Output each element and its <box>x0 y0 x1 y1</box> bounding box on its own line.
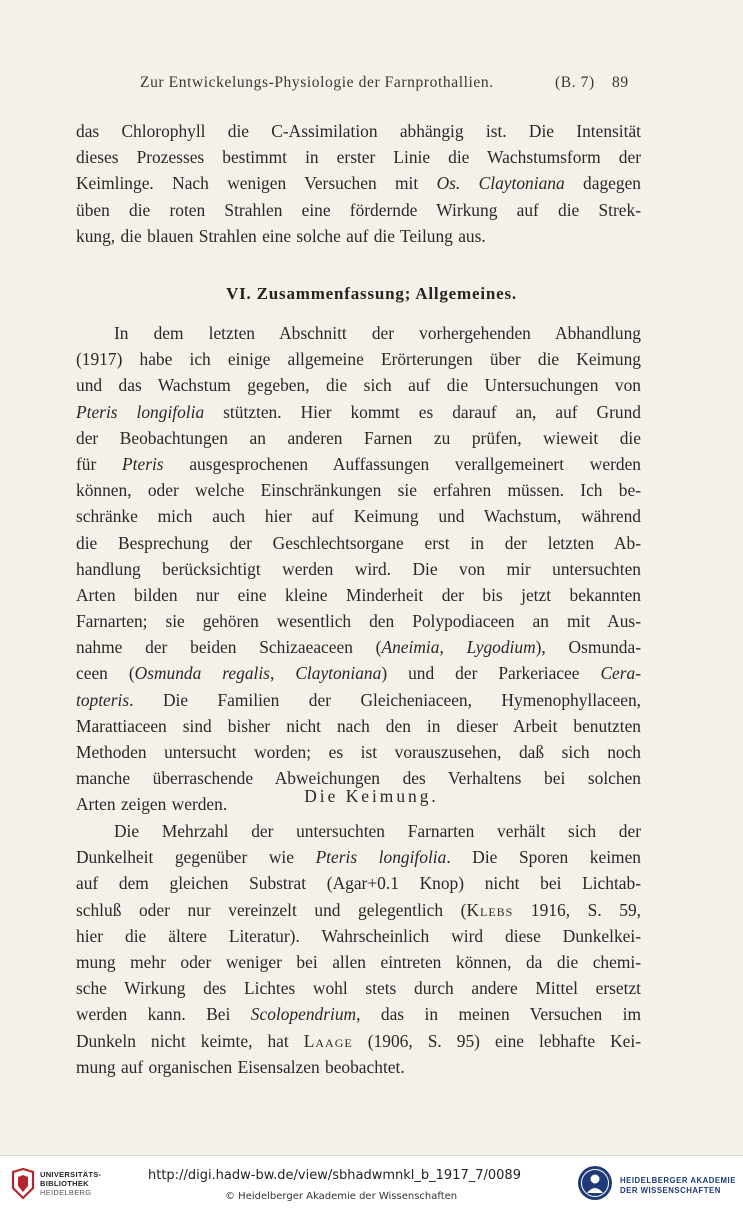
text-segment: das Chlorophyll die C-Assimilation abhängig ist. Die Intensität <box>76 121 641 141</box>
text-line <box>76 425 641 451</box>
page-number: 89 <box>612 74 629 91</box>
text-segment: dieses Prozesses bestimmt in erster Linie die Wachstumsform der <box>76 147 641 168</box>
text-line <box>76 949 641 975</box>
text-segment: Arten zeigen werden. <box>76 794 228 815</box>
text-line <box>76 634 641 660</box>
text-segment: die Besprechung der Geschlechtsorgane erst in der letzten Ab- <box>76 532 641 553</box>
academy-logo-line-2: DER WISSENSCHAFTEN <box>620 1186 721 1195</box>
species-name: Pteris longifolia <box>315 847 447 868</box>
text-line <box>76 1001 641 1027</box>
text-line <box>76 118 641 144</box>
text-segment: (1917) habe ich einige allgemeine Erörterungen über die Keimung <box>76 349 641 370</box>
text-line <box>76 451 641 477</box>
text-segment: üben die roten Strahlen eine fördernde Wirkung auf die Strek- <box>76 199 641 220</box>
running-head-title: Zur Entwickelungs-Physiologie der Farnprothallien. <box>140 74 494 91</box>
text-segment: nahme der beiden Schizaeaceen ( <box>76 637 382 658</box>
species-name: topteris <box>76 689 130 710</box>
text-segment: Dunkelheit gegenüber wie <box>76 847 316 868</box>
text-line <box>76 870 641 896</box>
text-line <box>76 844 641 870</box>
text-segment: Marattiaceen sind bisher nicht nach den in dieser Arbeit benutzten <box>76 715 641 736</box>
text-line <box>76 897 641 923</box>
text-segment: 1916, S. 59, <box>513 899 641 920</box>
text-segment: für <box>76 453 123 474</box>
sub-heading: Die Keimung. <box>304 786 439 806</box>
text-segment: , <box>269 663 296 684</box>
text-line <box>76 739 641 765</box>
text-line <box>76 399 641 425</box>
text-segment: kung, die blauen Strahlen eine solche auf die Teilung aus. <box>76 225 486 246</box>
text-line <box>76 477 641 503</box>
university-library-logo[interactable] <box>10 1166 130 1202</box>
text-line <box>76 1028 641 1054</box>
text-line <box>76 713 641 739</box>
text-segment: werden kann. Bei <box>76 1004 251 1025</box>
copyright-notice: © Heidelberger Akademie der Wissenschaften <box>225 1191 458 1202</box>
text-segment: manche überraschende Abweichungen des Verhaltens bei solchen <box>76 768 641 789</box>
text-segment: mung mehr oder weniger bei allen eintreten können, da die chemi- <box>76 951 641 972</box>
species-name: Scolopendrium <box>250 1004 357 1025</box>
library-logo-line-3: HEIDELBERG <box>40 1188 92 1197</box>
text-segment: ceen ( <box>76 663 135 684</box>
text-segment: . Die Sporen keimen <box>446 847 641 868</box>
running-head-reference: (B. 7) <box>555 74 595 91</box>
text-segment: ) und der Parkeriacee <box>381 663 601 684</box>
species-name: Cera- <box>600 663 642 684</box>
paragraph-3 <box>76 818 641 1080</box>
text-line <box>76 346 641 372</box>
species-name: Os. Claytoniana <box>436 173 565 194</box>
paragraph-2 <box>76 320 641 818</box>
text-segment: Keimlinge. Nach wenigen Versuchen mit <box>76 173 437 194</box>
text-line <box>76 608 641 634</box>
text-segment: Arten bilden nur eine kleine Minderheit der bis jetzt bekannten <box>76 584 641 605</box>
text-segment: In dem letzten Abschnitt der vorhergehenden Abhandlung <box>114 323 641 343</box>
text-segment: Methoden untersucht worden; es ist vorauszusehen, daß sich noch <box>76 742 641 762</box>
text-segment: ), Osmunda- <box>535 637 642 658</box>
text-line <box>76 660 641 686</box>
academy-logo-text <box>620 1176 736 1196</box>
text-line <box>76 503 641 529</box>
text-line <box>76 556 641 582</box>
species-name: Pteris <box>122 453 164 474</box>
text-segment: und das Wachstum gegeben, die sich auf die Untersuchungen von <box>76 375 641 396</box>
library-logo-line-1: UNIVERSITÄTS- <box>40 1170 102 1179</box>
text-segment: mung auf organischen Eisensalzen beobachtet. <box>76 1056 405 1077</box>
text-segment: können, oder welche Einschränkungen sie erfahren müssen. Ich be- <box>76 480 641 501</box>
text-segment: handlung berücksichtigt werden wird. Die von mir untersuchten <box>76 558 641 579</box>
species-name: Claytoniana <box>295 663 382 684</box>
academy-seal-icon <box>576 1164 614 1202</box>
text-line <box>76 223 641 249</box>
text-segment: Die Mehrzahl der untersuchten Farnarten verhält sich der <box>114 821 641 841</box>
text-line <box>76 170 641 196</box>
text-line <box>76 530 641 556</box>
text-line <box>76 372 641 398</box>
library-logo-line-2: BIBLIOTHEK <box>40 1179 89 1188</box>
text-segment: hier die ältere Literatur). Wahrscheinlich wird diese Dunkelkei- <box>76 925 641 946</box>
text-segment: , <box>439 637 467 658</box>
text-line <box>76 923 641 949</box>
paragraph-1 <box>76 118 641 249</box>
species-name: Pteris longifolia <box>76 401 205 422</box>
text-segment: ausgesprochenen Auffassungen verallgemeinert werden <box>163 453 641 474</box>
text-line <box>76 582 641 608</box>
text-line <box>76 975 641 1001</box>
text-segment: Farnarten; sie gehören wesentlich den Polypodiaceen an mit Aus- <box>76 611 641 632</box>
text-segment: . Die Familien der Gleicheniaceen, Hymenophyllaceen, <box>129 689 641 710</box>
author-name: Laage <box>303 1030 353 1051</box>
text-segment: auf dem gleichen Substrat (Agar+0.1 Knop) nicht bei Lichtab- <box>76 873 641 894</box>
text-line <box>76 144 641 170</box>
academy-logo[interactable] <box>576 1164 736 1204</box>
text-segment: schränke mich auch hier auf Keimung und Wachstum, während <box>76 506 641 527</box>
text-segment: , das in meinen Versuchen im <box>356 1004 641 1025</box>
text-line <box>76 687 641 713</box>
text-segment: Dunkeln nicht keimte, hat <box>76 1030 304 1051</box>
library-emblem-icon <box>10 1168 36 1200</box>
footer-bar <box>0 1155 743 1210</box>
text-segment: schluß oder nur vereinzelt und gelegentlich ( <box>76 899 467 920</box>
permalink-url[interactable]: http://digi.hadw-bw.de/view/sbhadwmnkl_b_1917_7/0089 <box>148 1168 521 1183</box>
text-segment: stützten. Hier kommt es darauf an, auf Grund <box>204 401 641 422</box>
author-name: Klebs <box>466 899 514 920</box>
text-segment: (1906, S. 95) eine lebhafte Kei- <box>352 1030 641 1051</box>
library-logo-text <box>40 1170 101 1197</box>
text-segment: der Beobachtungen an anderen Farnen zu prüfen, wieweit die <box>76 427 641 448</box>
section-heading: VI. Zusammenfassung; Allgemeines. <box>226 284 517 303</box>
species-name: Osmunda regalis <box>134 663 270 684</box>
text-line <box>76 1054 641 1080</box>
text-segment: dagegen <box>564 173 641 194</box>
text-line <box>76 197 641 223</box>
species-name: Aneimia <box>381 637 440 658</box>
academy-logo-line-1: HEIDELBERGER AKADEMIE <box>620 1176 736 1185</box>
species-name: Lygodium <box>466 637 536 658</box>
text-line <box>76 320 641 346</box>
text-segment: sche Wirkung des Lichtes wohl stets durch andere Mittel ersetzt <box>76 978 641 999</box>
text-line <box>76 818 641 844</box>
